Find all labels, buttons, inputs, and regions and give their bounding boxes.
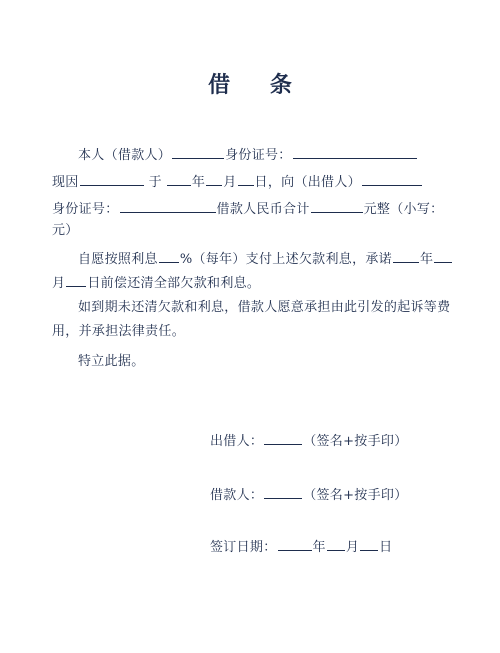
loan-day-blank[interactable] bbox=[238, 173, 254, 186]
due-day-blank[interactable] bbox=[66, 274, 86, 287]
signing-month-label: 月 bbox=[345, 540, 360, 555]
lender-signature-line bbox=[210, 432, 408, 450]
borrower-name-blank[interactable] bbox=[172, 146, 224, 159]
signing-year-label: 年 bbox=[312, 540, 326, 555]
signing-year-blank[interactable] bbox=[278, 538, 312, 551]
signing-date-label: 签订日期： bbox=[210, 540, 277, 555]
amount-digits-label: 元整（小写： bbox=[363, 202, 444, 217]
lender-id-label: 身份证号： bbox=[52, 202, 119, 217]
closing-statement: 特立此据。 bbox=[78, 354, 145, 369]
lender-signature-label: 出借人： bbox=[210, 434, 264, 449]
borrower-signature-note: （签名+按手印） bbox=[303, 488, 408, 503]
amount-words-blank[interactable] bbox=[311, 200, 363, 213]
lender-signature-note: （签名+按手印） bbox=[303, 434, 408, 449]
document-title: 借 条 bbox=[208, 73, 308, 98]
closing-line bbox=[78, 354, 145, 370]
interest-rate-blank[interactable] bbox=[159, 250, 179, 263]
borrower-signature-blank[interactable] bbox=[264, 486, 302, 499]
due-month-label: 月 bbox=[52, 276, 66, 291]
amount-line bbox=[52, 200, 443, 218]
loan-year-blank[interactable] bbox=[167, 173, 191, 186]
default-line bbox=[78, 300, 450, 316]
month-label: 月 bbox=[223, 175, 237, 190]
on-label: 于 bbox=[148, 175, 162, 190]
reason-label: 现因 bbox=[52, 175, 79, 190]
yuan-close-label: 元） bbox=[52, 223, 79, 238]
reason-blank[interactable] bbox=[80, 173, 144, 186]
liability-clause: 用，并承担法律责任。 bbox=[52, 324, 186, 339]
due-year-label: 年 bbox=[419, 252, 434, 267]
borrower-line bbox=[78, 146, 418, 164]
signing-day-label: 日 bbox=[379, 540, 393, 555]
repayment-text: 日前偿还清全部欠款和利息。 bbox=[87, 276, 261, 291]
interest-text: %（每年）支付上述欠款利息，承诺 bbox=[179, 252, 392, 267]
date-line bbox=[210, 538, 392, 556]
signing-month-blank[interactable] bbox=[327, 538, 345, 551]
due-month-blank[interactable] bbox=[434, 250, 452, 263]
borrower-signature-label: 借款人： bbox=[210, 488, 264, 503]
lender-label-inline: 日，向（出借人） bbox=[254, 175, 361, 190]
lender-name-blank[interactable] bbox=[362, 173, 422, 186]
signing-day-blank[interactable] bbox=[360, 538, 378, 551]
reason-line bbox=[52, 173, 423, 191]
default-line-end bbox=[52, 324, 185, 340]
interest-line bbox=[78, 250, 453, 268]
default-clause: 如到期未还清欠款和利息，借款人愿意承担由此引发的起诉等费 bbox=[78, 300, 451, 315]
year-label: 年 bbox=[191, 175, 206, 190]
amount-label: 借款人民币合计 bbox=[216, 202, 310, 217]
interest-label: 自愿按照利息 bbox=[78, 252, 158, 267]
borrower-id-blank[interactable] bbox=[293, 146, 417, 159]
lender-signature-blank[interactable] bbox=[264, 432, 302, 445]
due-year-blank[interactable] bbox=[393, 250, 419, 263]
borrower-label: 本人（借款人） bbox=[78, 148, 172, 163]
borrower-signature-line bbox=[210, 486, 408, 504]
repayment-line bbox=[52, 274, 260, 292]
loan-month-blank[interactable] bbox=[206, 173, 222, 186]
amount-line-end bbox=[52, 223, 79, 239]
lender-id-blank[interactable] bbox=[120, 200, 216, 213]
borrower-id-label: 身份证号： bbox=[225, 148, 292, 163]
